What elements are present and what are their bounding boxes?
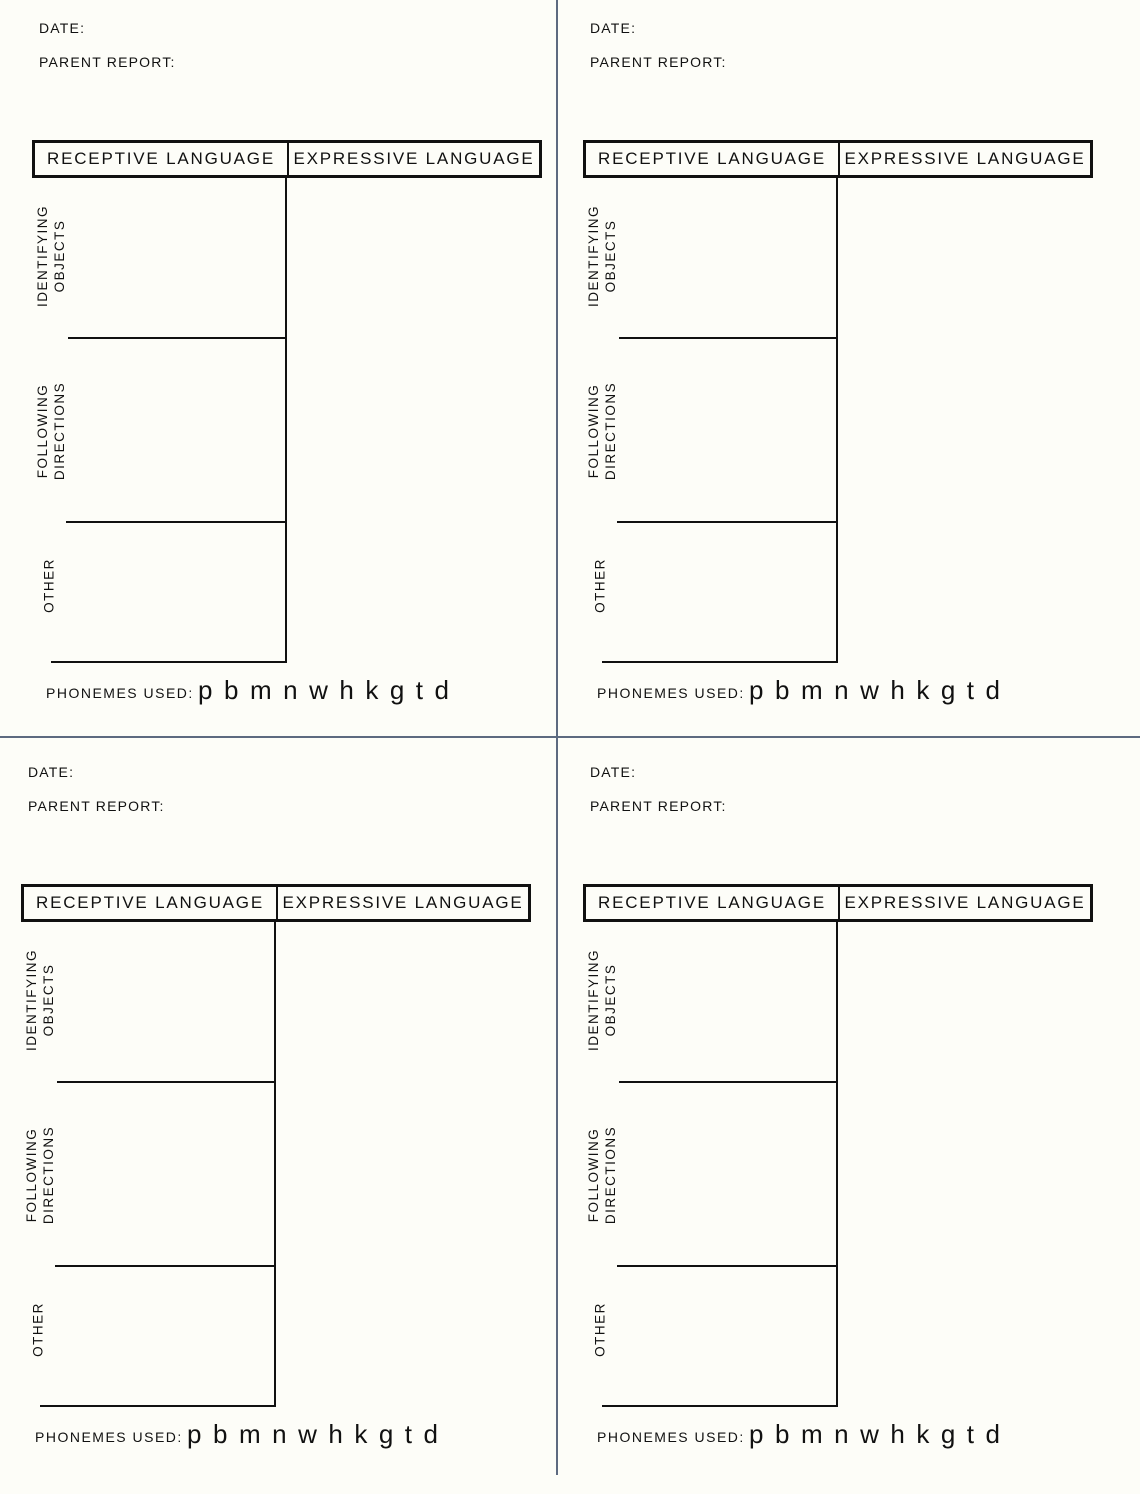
following-directions-label: FOLLOWING DIRECTIONS <box>24 1125 56 1225</box>
receptive-language-header: RECEPTIVE LANGUAGE <box>47 149 275 168</box>
phonemes-list <box>198 675 461 706</box>
receptive-language-header: RECEPTIVE LANGUAGE <box>36 893 264 912</box>
expressive-language-header: EXPRESSIVE LANGUAGE <box>293 149 535 168</box>
expressive-language-header: EXPRESSIVE LANGUAGE <box>844 149 1086 168</box>
identifying-objects-writing-line <box>619 337 837 339</box>
phonemes-used-label: PHONEMES USED: <box>597 685 745 701</box>
receptive-language-header: RECEPTIVE LANGUAGE <box>598 149 826 168</box>
phoneme: w <box>309 675 328 705</box>
following-directions-writing-line <box>55 1265 274 1267</box>
phoneme: n <box>834 675 849 705</box>
parent-report-label: PARENT REPORT: <box>590 54 727 70</box>
expressive-language-header: EXPRESSIVE LANGUAGE <box>844 893 1086 912</box>
phoneme: w <box>860 1419 879 1449</box>
phoneme: p <box>198 675 213 705</box>
expressive-language-header: EXPRESSIVE LANGUAGE <box>282 893 524 912</box>
column-divider-line <box>285 178 287 663</box>
phoneme: p <box>187 1419 202 1449</box>
phoneme: k <box>365 675 379 705</box>
phoneme: g <box>940 1419 956 1449</box>
phoneme: k <box>916 675 930 705</box>
phoneme: n <box>834 1419 849 1449</box>
language-table-header <box>32 140 542 178</box>
phoneme: t <box>404 1419 413 1449</box>
following-directions-label: FOLLOWING DIRECTIONS <box>586 381 618 481</box>
phoneme: m <box>800 675 823 705</box>
following-directions-writing-line <box>66 521 285 523</box>
other-label: OTHER <box>592 558 608 613</box>
following-directions-label: FOLLOWING DIRECTIONS <box>35 381 67 481</box>
date-label: DATE: <box>590 764 637 780</box>
phoneme: b <box>212 1419 228 1449</box>
phoneme: p <box>749 675 764 705</box>
phoneme: m <box>800 1419 823 1449</box>
following-directions-writing-line <box>617 1265 836 1267</box>
phoneme: m <box>238 1419 261 1449</box>
phoneme: k <box>354 1419 368 1449</box>
phoneme: t <box>966 675 975 705</box>
phoneme: g <box>940 675 956 705</box>
phoneme: g <box>389 675 405 705</box>
other-label: OTHER <box>592 1302 608 1357</box>
report-card <box>24 764 588 1494</box>
phoneme: n <box>272 1419 287 1449</box>
parent-report-label: PARENT REPORT: <box>28 798 165 814</box>
phoneme: h <box>339 675 354 705</box>
phonemes-used-label: PHONEMES USED: <box>35 1429 183 1445</box>
other-writing-line <box>51 661 286 663</box>
column-divider-line <box>274 922 276 1407</box>
identifying-objects-label: IDENTIFYING OBJECTS <box>24 949 56 1052</box>
identifying-objects-label: IDENTIFYING OBJECTS <box>586 205 618 308</box>
other-writing-line <box>602 1405 837 1407</box>
parent-report-label: PARENT REPORT: <box>39 54 176 70</box>
phoneme: k <box>916 1419 930 1449</box>
following-directions-label: FOLLOWING DIRECTIONS <box>586 1125 618 1225</box>
language-table-header <box>583 140 1093 178</box>
phoneme: h <box>890 1419 905 1449</box>
phoneme: n <box>283 675 298 705</box>
receptive-language-header: RECEPTIVE LANGUAGE <box>598 893 826 912</box>
phonemes-list <box>749 675 1012 706</box>
language-table-header <box>21 884 531 922</box>
phonemes-list <box>187 1419 450 1450</box>
phoneme: d <box>985 1419 1000 1449</box>
other-label: OTHER <box>30 1302 46 1357</box>
phoneme: d <box>434 675 449 705</box>
phoneme: w <box>298 1419 317 1449</box>
other-writing-line <box>40 1405 275 1407</box>
other-label: OTHER <box>41 558 57 613</box>
identifying-objects-label: IDENTIFYING OBJECTS <box>35 205 67 308</box>
date-label: DATE: <box>590 20 637 36</box>
identifying-objects-label: IDENTIFYING OBJECTS <box>586 949 618 1052</box>
language-table-header <box>583 884 1093 922</box>
phonemes-used-label: PHONEMES USED: <box>46 685 194 701</box>
phoneme: w <box>860 675 879 705</box>
parent-report-label: PARENT REPORT: <box>590 798 727 814</box>
phonemes-used-label: PHONEMES USED: <box>597 1429 745 1445</box>
other-writing-line <box>602 661 837 663</box>
phoneme: h <box>328 1419 343 1449</box>
identifying-objects-writing-line <box>619 1081 837 1083</box>
following-directions-writing-line <box>617 521 836 523</box>
identifying-objects-writing-line <box>68 337 286 339</box>
phoneme: t <box>415 675 424 705</box>
identifying-objects-writing-line <box>57 1081 275 1083</box>
phoneme: b <box>774 675 790 705</box>
report-card <box>586 764 1140 1494</box>
phoneme: p <box>749 1419 764 1449</box>
phoneme: b <box>223 675 239 705</box>
report-card <box>586 20 1140 750</box>
phoneme: h <box>890 675 905 705</box>
phoneme: d <box>985 675 1000 705</box>
report-card <box>35 20 599 750</box>
phoneme: g <box>378 1419 394 1449</box>
phoneme: t <box>966 1419 975 1449</box>
phoneme: m <box>249 675 272 705</box>
column-divider-line <box>836 178 838 663</box>
phoneme: d <box>423 1419 438 1449</box>
phoneme: b <box>774 1419 790 1449</box>
phonemes-list <box>749 1419 1012 1450</box>
date-label: DATE: <box>39 20 86 36</box>
column-divider-line <box>836 922 838 1407</box>
date-label: DATE: <box>28 764 75 780</box>
